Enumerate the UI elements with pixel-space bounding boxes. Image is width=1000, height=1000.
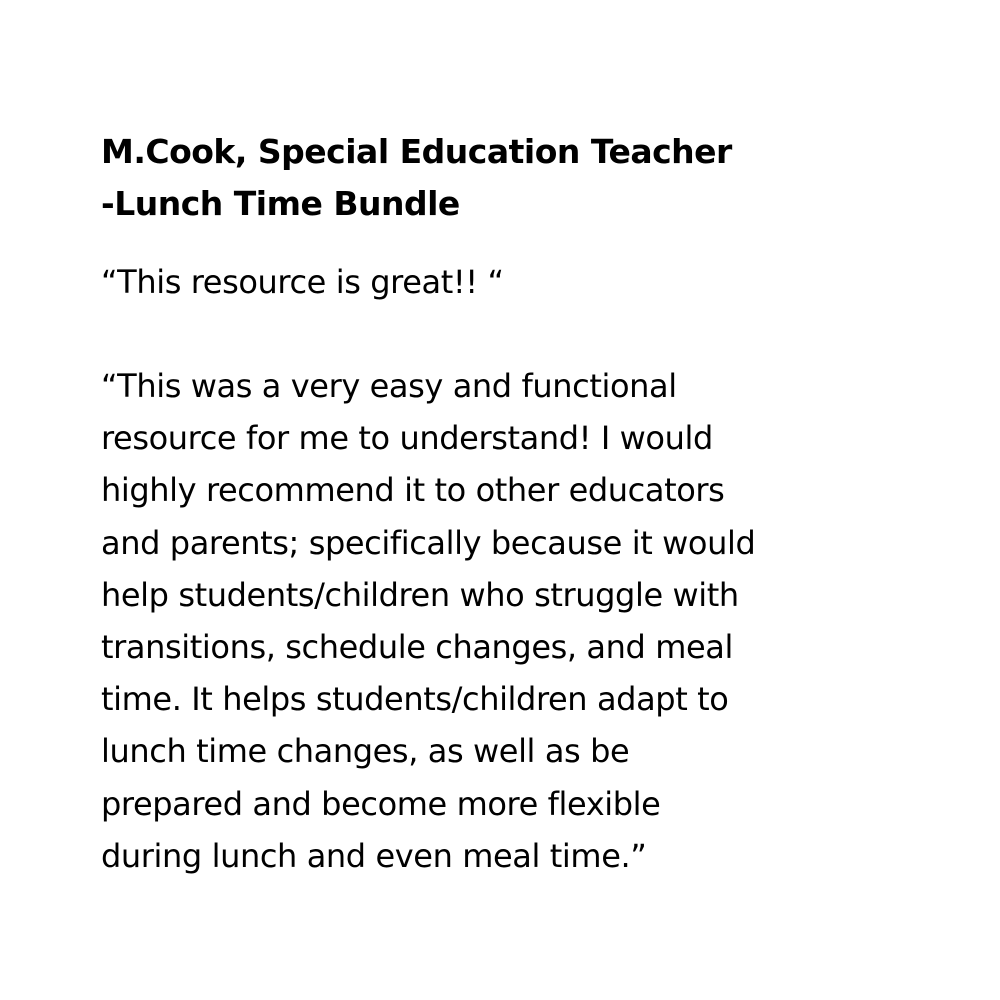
quote-line: lunch time changes, as well as be: [101, 732, 630, 771]
long-quote: [101, 360, 931, 882]
quote-line: time. It helps students/children adapt to: [101, 680, 729, 719]
reviewer-name-line: M.Cook, Special Education Teacher: [101, 132, 732, 171]
short-quote: “This resource is great!! “: [101, 263, 504, 301]
quote-line: prepared and become more flexible: [101, 784, 661, 823]
product-name-line: -Lunch Time Bundle: [101, 184, 460, 223]
quote-line: resource for me to understand! I would: [101, 419, 713, 458]
reviewer-title: [101, 126, 931, 230]
quote-line: and parents; specifically because it would: [101, 523, 756, 562]
quote-line: highly recommend it to other educators: [101, 471, 725, 510]
testimonial-card: [101, 126, 931, 882]
quote-line: “This was a very easy and functional: [101, 367, 677, 405]
quote-line: during lunch and even meal time.”: [101, 836, 647, 875]
quote-line: help students/children who struggle with: [101, 575, 739, 614]
quote-line: transitions, schedule changes, and meal: [101, 628, 733, 667]
